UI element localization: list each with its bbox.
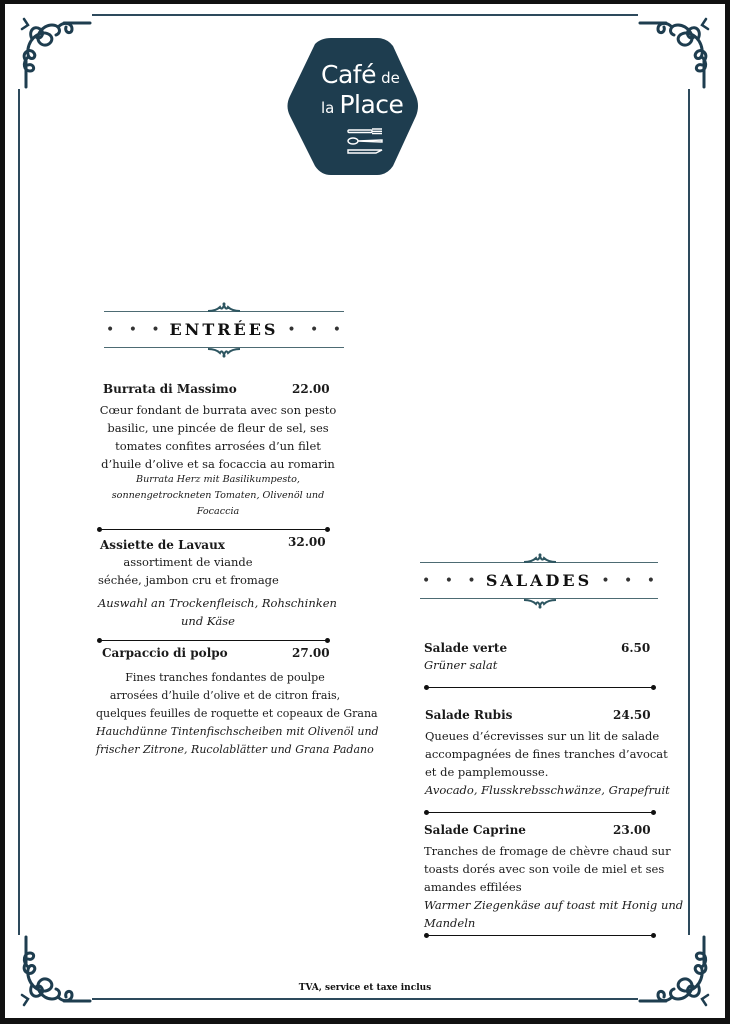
corner-ornament-icon [12, 935, 92, 1015]
description-line: séchée, jambon cru et fromage [98, 573, 279, 587]
item-price: 32.00 [288, 535, 326, 549]
entrees-section-header [104, 300, 344, 360]
description-line: und Käse [181, 614, 235, 628]
cafe-logo [285, 38, 420, 175]
section-title-salades: SALADES [485, 571, 593, 590]
description-line: quelques feuilles de roquette et copeaux de Grana [96, 707, 378, 720]
item-description-de [98, 472, 338, 520]
item-description-de [96, 723, 379, 759]
footer-tax-note: TVA, service et taxe inclus [298, 983, 432, 993]
decorative-dots-right: • • • [601, 573, 660, 589]
logo-line-2 [321, 90, 403, 119]
item-description-de [424, 896, 683, 932]
decorative-dots-right: • • • [287, 322, 346, 338]
logo-word-place: Place [339, 90, 404, 119]
corner-ornament-icon [638, 9, 718, 89]
description-line: amandes effilées [424, 880, 522, 894]
description-line: Warmer Ziegenkäse auf toast mit Honig und [424, 898, 684, 912]
corner-ornament-icon [12, 9, 92, 89]
flourish-ornament-icon [204, 348, 244, 358]
item-divider [99, 529, 328, 530]
description-line: Grüner salat [424, 658, 498, 672]
decorative-dots-left: • • • [106, 322, 165, 338]
flourish-ornament-icon [520, 553, 560, 563]
item-description-fr [98, 553, 278, 589]
flourish-ornament-icon [204, 302, 244, 312]
item-price: 22.00 [292, 382, 330, 396]
description-line: toasts dorés avec son voile de miel et ses [424, 862, 665, 876]
cutlery-icon [345, 128, 385, 156]
item-name: Carpaccio di polpo [102, 646, 228, 660]
logo-word-la: la [321, 99, 335, 117]
description-line: Hauchdünne Tintenfischscheiben mit Olivenöl und [96, 725, 379, 738]
corner-ornament-icon [638, 935, 718, 1015]
logo-word-cafe: Café [321, 60, 376, 89]
description-line: d’huile d’olive et sa focaccia au romarin [101, 457, 335, 471]
description-line: Avocado, Flusskrebsschwänze, Grapefruit [425, 783, 670, 797]
item-description-fr [425, 727, 668, 781]
description-line: assortiment de viande [123, 555, 253, 569]
description-line: Mandeln [424, 916, 476, 930]
description-line: frischer Zitrone, Rucolablätter und Grana Padano [96, 743, 374, 756]
description-line: Burrata Herz mit Basilikumpesto, [136, 474, 300, 485]
description-line: Tranches de fromage de chèvre chaud sur [424, 844, 671, 858]
description-line: tomates confites arrosées d’un filet [115, 439, 321, 453]
logo-line-1 [321, 60, 400, 89]
item-description-de [425, 781, 670, 799]
item-price: 27.00 [292, 646, 330, 660]
description-line: sonnengetrockneten Tomaten, Olivenöl und [111, 490, 325, 501]
item-name: Salade verte [424, 641, 508, 655]
item-description-fr [96, 669, 378, 723]
salades-section-header [420, 551, 658, 611]
flourish-ornament-icon [520, 599, 560, 609]
item-description-fr [98, 401, 338, 473]
item-divider [426, 935, 654, 936]
description-line: Focaccia [196, 506, 240, 517]
description-line: basilic, une pincée de fleur de sel, ses [107, 421, 329, 435]
item-name: Salade Caprine [424, 823, 526, 837]
item-description-fr [424, 842, 671, 896]
item-price: 24.50 [613, 708, 651, 722]
decorative-dots-left: • • • [422, 573, 481, 589]
item-price: 23.00 [613, 823, 651, 837]
description-line: Cœur fondant de burrata avec son pesto [99, 403, 337, 417]
item-name: Assiette de Lavaux [100, 538, 225, 552]
item-divider [99, 640, 328, 641]
item-divider [426, 812, 654, 813]
description-line: arrosées d’huile d’olive et de citron frais, [109, 689, 341, 702]
item-divider [426, 687, 654, 688]
item-name: Salade Rubis [425, 708, 513, 722]
section-title-entrees: ENTRÉES [169, 320, 279, 339]
description-line: et de pamplemousse. [425, 765, 549, 779]
item-description-de [98, 594, 337, 630]
description-line: Queues d’écrevisses sur un lit de salade [425, 729, 660, 743]
description-line: accompagnées de fines tranches d’avocat [425, 747, 668, 761]
item-name: Burrata di Massimo [103, 382, 237, 396]
item-description-de [424, 656, 497, 674]
item-price: 6.50 [621, 641, 651, 655]
description-line: Fines tranches fondantes de poulpe [125, 671, 325, 684]
logo-word-de: de [381, 69, 400, 87]
description-line: Auswahl an Trockenfleisch, Rohschinken [98, 596, 337, 610]
